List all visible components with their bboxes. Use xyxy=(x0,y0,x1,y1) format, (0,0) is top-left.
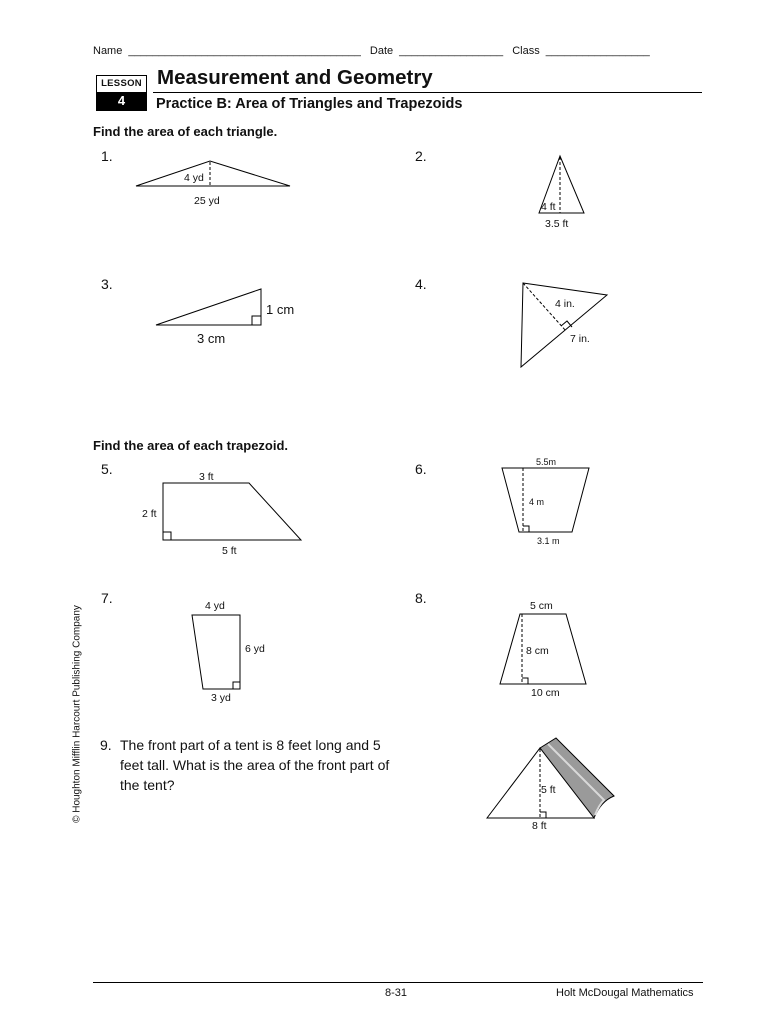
lesson-number: 4 xyxy=(97,92,146,110)
trapezoid-6-bottom-label: 3.1 m xyxy=(537,536,560,546)
trapezoid-7-right-angle xyxy=(233,682,240,689)
triangle-1-height-label: 4 yd xyxy=(184,172,204,184)
trapezoids-instructions: Find the area of each trapezoid. xyxy=(93,438,289,453)
triangle-2-height-label: 4 ft xyxy=(541,201,556,213)
trapezoid-5-top-label: 3 ft xyxy=(199,471,214,483)
trapezoid-7-bottom-label: 3 yd xyxy=(211,692,231,704)
page-title: Measurement and Geometry xyxy=(157,66,433,89)
copyright-side-text: © Houghton Mifflin Harcourt Publishing Company xyxy=(71,605,83,823)
triangles-instructions: Find the area of each triangle. xyxy=(93,124,278,139)
class-field[interactable]: _________________ xyxy=(545,45,650,57)
tent-height-label: 5 ft xyxy=(541,784,556,796)
class-label: Class xyxy=(512,45,540,57)
problem-5-number: 5. xyxy=(101,461,113,477)
triangle-4-height-label: 4 in. xyxy=(555,298,575,310)
page-subtitle: Practice B: Area of Triangles and Trapezoids xyxy=(156,96,463,112)
triangle-1-shape xyxy=(136,161,290,186)
problem-1-number: 1. xyxy=(101,148,113,164)
tent-base-label: 8 ft xyxy=(532,820,547,832)
problem-6-number: 6. xyxy=(415,461,427,477)
triangle-3-shape xyxy=(156,289,261,325)
problem-4-number: 4. xyxy=(415,276,427,292)
triangle-3-height-label: 1 cm xyxy=(266,302,295,317)
trapezoid-6-top-label: 5.5m xyxy=(536,457,557,467)
trapezoid-5-height-label: 2 ft xyxy=(142,508,157,520)
trapezoid-6-shape xyxy=(502,468,589,532)
problem-2-number: 2. xyxy=(415,148,427,164)
footer-divider xyxy=(93,982,703,983)
problem-7-number: 7. xyxy=(101,590,113,606)
trapezoid-5-right-angle xyxy=(163,532,171,540)
trapezoid-7-top-label: 4 yd xyxy=(205,600,225,612)
triangle-3-right-angle xyxy=(252,316,261,325)
name-field[interactable]: ______________________________________ xyxy=(128,45,361,57)
trapezoid-7-height-label: 6 yd xyxy=(245,643,265,655)
problem-3-number: 3. xyxy=(101,276,113,292)
trapezoid-5-shape xyxy=(163,483,301,540)
trapezoid-5-bottom-label: 5 ft xyxy=(222,545,237,557)
trapezoid-8-height-label: 8 cm xyxy=(526,645,549,657)
trapezoid-7-shape xyxy=(192,615,240,689)
problem-9-number: 9. xyxy=(100,737,112,753)
problem-9-text: The front part of a tent is 8 feet long and 5 feet tall. What is the area of the front part of the tent? xyxy=(120,737,390,793)
page-number: 8-31 xyxy=(385,987,408,999)
date-label: Date xyxy=(369,45,394,57)
tent-figure xyxy=(487,738,614,832)
publisher-name: Holt McDougal Mathematics xyxy=(556,987,694,999)
trapezoid-6-right-angle xyxy=(523,526,529,532)
name-label: Name xyxy=(93,45,123,57)
problem-8-number: 8. xyxy=(415,590,427,606)
triangle-1-base-label: 25 yd xyxy=(194,195,220,207)
trapezoid-8-right-angle xyxy=(522,678,528,684)
trapezoid-8-bottom-label: 10 cm xyxy=(531,687,560,699)
lesson-label: LESSON xyxy=(101,78,142,89)
triangle-3-base-label: 3 cm xyxy=(197,331,226,346)
trapezoid-8-top-label: 5 cm xyxy=(530,600,553,612)
triangle-4-base-label: 7 in. xyxy=(570,333,590,345)
date-field[interactable]: _________________ xyxy=(399,45,504,57)
triangle-2-base-label: 3.5 ft xyxy=(545,218,569,230)
trapezoid-6-height-label: 4 m xyxy=(529,497,545,507)
